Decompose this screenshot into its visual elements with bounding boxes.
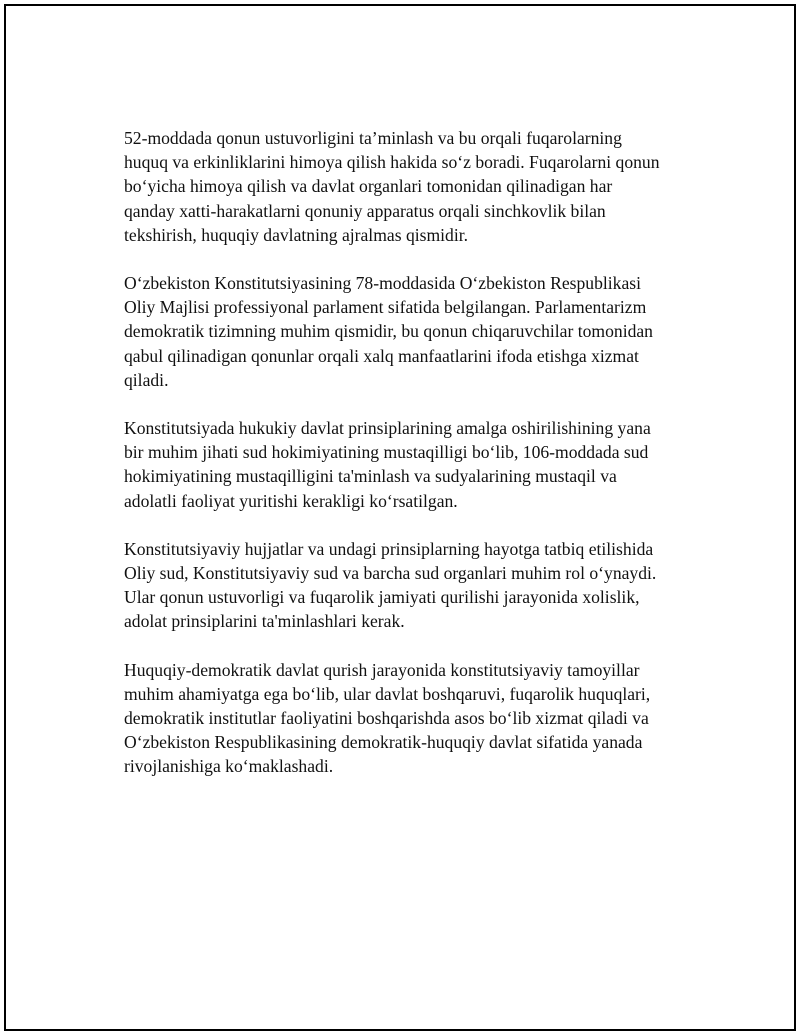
paragraph-line: boʻyicha himoya qilish va davlat organlari tomonidan qilinadigan har — [124, 176, 613, 197]
paragraph-line: adolatli faoliyat yuritishi kerakligi koʻrsatilgan. — [124, 490, 458, 511]
paragraph-line: demokratik tizimning muhim qismidir, bu qonun chiqaruvchilar tomonidan — [124, 321, 653, 342]
paragraph-5 — [124, 658, 694, 779]
paragraph-line: Oliy Majlisi professiyonal parlament sifatida belgilangan. Parlamentarizm — [124, 297, 647, 318]
paragraph-line: Oʻzbekiston Konstitutsiyasining 78-moddasida Oʻzbekiston Respublikasi — [124, 273, 642, 294]
paragraph-line: rivojlanishiga koʻmaklashadi. — [124, 756, 334, 777]
paragraph-line: adolat prinsiplarini ta'minlashlari kerak. — [124, 611, 405, 632]
paragraph-1 — [124, 126, 694, 247]
paragraph-line: hokimiyatining mustaqilligini ta'minlash va sudyalarining mustaqil va — [124, 466, 617, 487]
paragraph-line: bir muhim jihati sud hokimiyatining mustaqilligi boʻlib, 106-moddada sud — [124, 442, 649, 463]
paragraph-3 — [124, 416, 694, 513]
paragraph-line: Konstitutsiyaviy hujjatlar va undagi prinsiplarning hayotga tatbiq etilishida — [124, 538, 654, 559]
paragraph-line: demokratik institutlar faoliyatini boshqarishda asos boʻlib xizmat qiladi va — [124, 708, 649, 729]
paragraph-line: Konstitutsiyada hukukiy davlat prinsiplarining amalga oshirilishining yana — [124, 418, 651, 439]
paragraph-line: Oliy sud, Konstitutsiyaviy sud va barcha sud organlari muhim rol oʻynaydi. — [124, 563, 657, 584]
paragraph-line: tekshirish, huquqiy davlatning ajralmas qismidir. — [124, 224, 469, 245]
paragraph-line: qabul qilinadigan qonunlar orqali xalq manfaatlarini ifoda etishga xizmat — [124, 345, 639, 366]
paragraph-line: muhim ahamiyatga ega boʻlib, ular davlat boshqaruvi, fuqarolik huquqlari, — [124, 683, 651, 704]
paragraph-line: qanday xatti-harakatlarni qonuniy apparatus orqali sinchkovlik bilan — [124, 200, 606, 221]
paragraph-line: 52-moddada qonun ustuvorligini taʼminlash va bu orqali fuqarolarning — [124, 128, 622, 148]
page-frame — [4, 4, 796, 1031]
document-body — [124, 126, 694, 803]
paragraph-2 — [124, 271, 694, 392]
paragraph-4 — [124, 537, 694, 634]
paragraph-line: Oʻzbekiston Respublikasining demokratik-huquqiy davlat sifatida yanada — [124, 732, 643, 753]
paragraph-line: huquq va erkinliklarini himoya qilish hakida soʻz boradi. Fuqarolarni qonun — [124, 152, 660, 173]
paragraph-line: Huquqiy-demokratik davlat qurish jarayonida konstitutsiyaviy tamoyillar — [124, 659, 640, 680]
paragraph-line: qiladi. — [124, 369, 169, 390]
paragraph-line: Ular qonun ustuvorligi va fuqarolik jamiyati qurilishi jarayonida xolislik, — [124, 587, 640, 608]
